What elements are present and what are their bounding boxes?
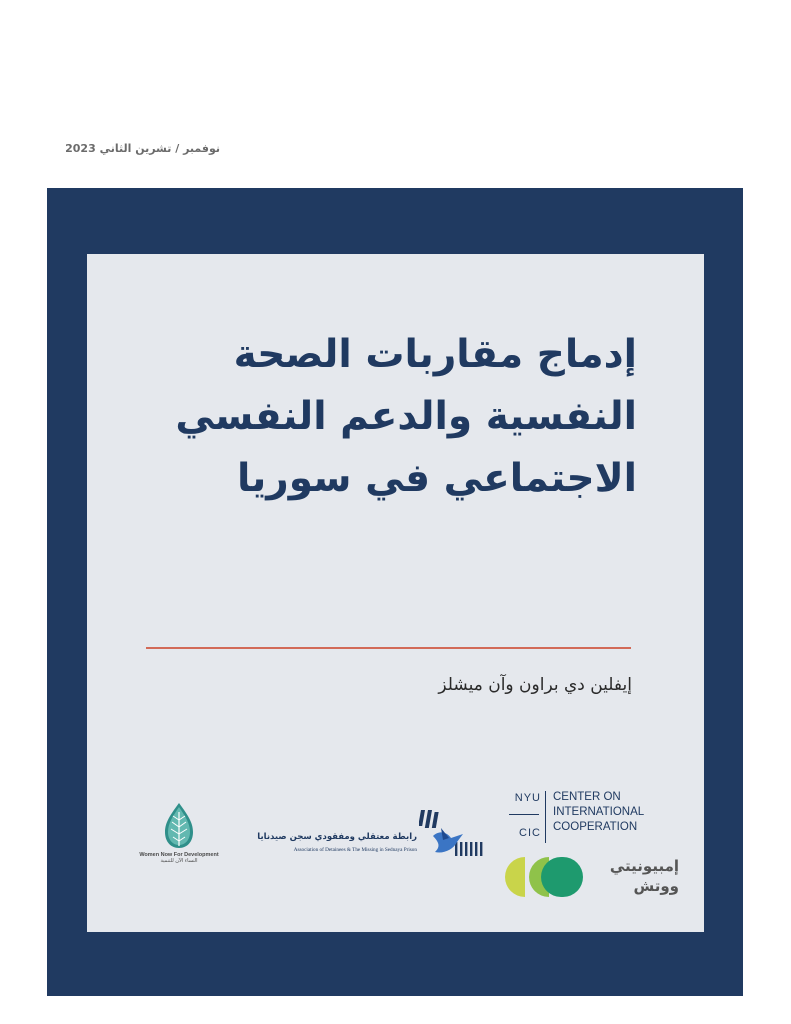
association-name-ar: رابطة معتقلي ومفقودي سجن صيدنايا [257,832,417,842]
title-line-3: الاجتماعي في سوريا [236,456,637,501]
impunity-watch-line-2: ووتش [633,877,679,895]
association-logo [249,806,489,876]
nyu-label: NYU [514,792,541,804]
impunity-watch-logo [505,854,685,902]
women-now-logo [135,802,223,874]
title-line-1: إدماج مقاربات الصحة [233,332,637,377]
impunity-watch-line-1: إمبيونيتي [609,857,679,875]
three-arcs-icon [505,856,583,898]
nyu-rule [509,814,539,815]
cic-label: CIC [519,827,541,839]
women-now-name-en: Women Now For Development [139,852,219,858]
nyu-cic-logo [507,789,677,849]
women-now-name-ar: النساء الآن للتنمية [160,858,198,864]
association-name-en: Association of Detainees & The Missing in Sednaya Prison [293,847,417,853]
impunity-watch-name [610,856,679,896]
cic-name-line-2: INTERNATIONAL [553,806,645,818]
bird-bars-icon [419,810,489,860]
nyu-divider [545,791,546,843]
leaf-drop-icon [163,802,195,850]
cic-name-line-1: CENTER ON [553,791,621,803]
authors: إيفلين دي براون وآن ميشلز [438,675,632,695]
publication-date: نوفمبر / تشرين الثاني 2023 [65,142,220,155]
cover-title [157,324,637,510]
cover-panel [87,254,704,932]
title-divider [146,647,631,649]
cic-name [553,790,644,835]
title-line-2: النفسية والدعم النفسي [175,394,637,439]
cover-frame [47,188,743,996]
cic-name-line-3: COOPERATION [553,821,638,833]
